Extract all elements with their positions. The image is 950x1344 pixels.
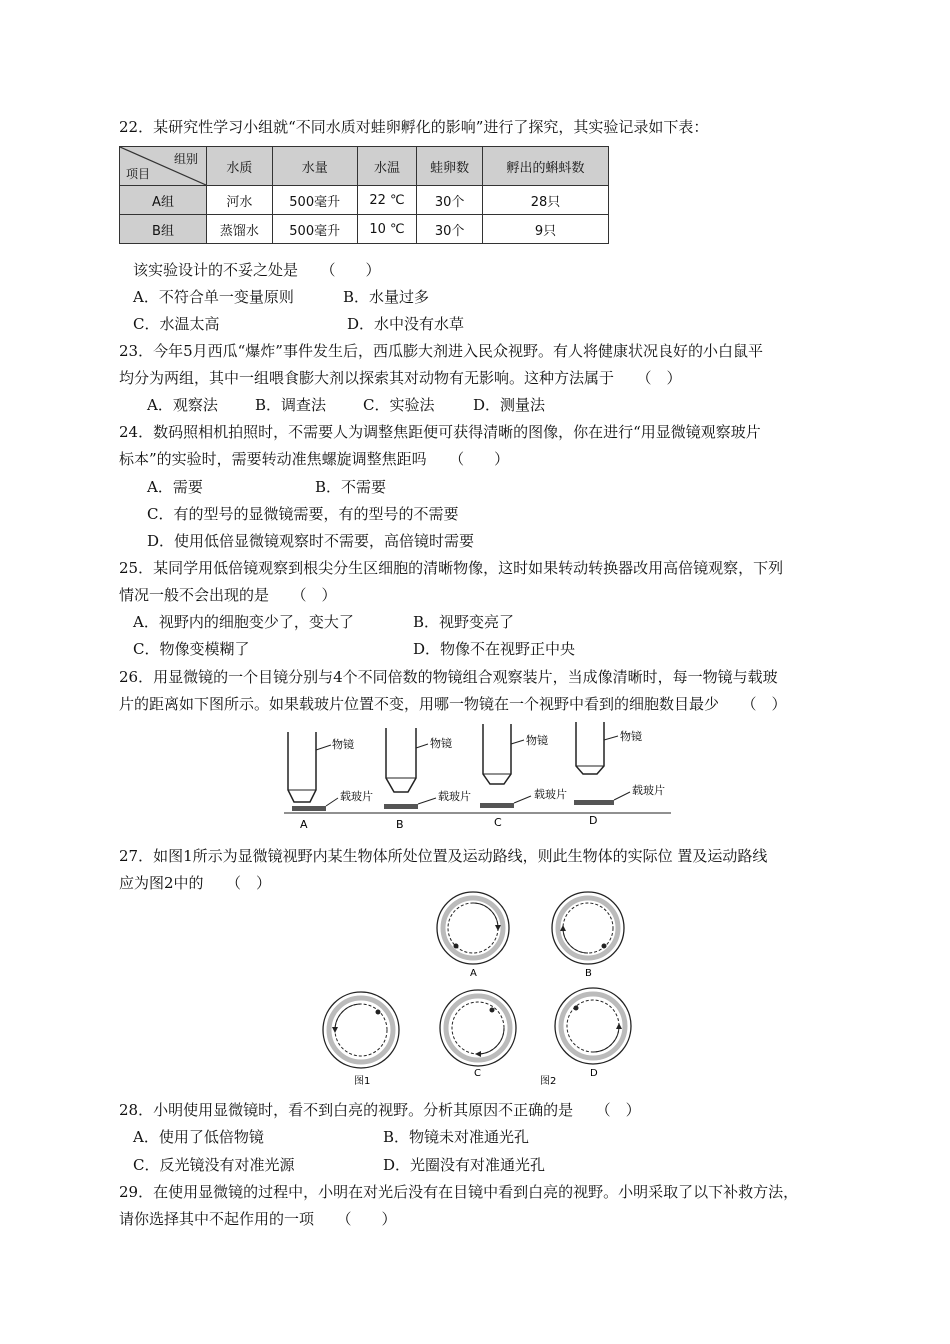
objective-b (384, 728, 436, 809)
microscope-field-figure (318, 880, 638, 1088)
q25-option-a: A．视野内的细胞变少了，变大了 (133, 613, 354, 631)
table-corner-cell (120, 147, 207, 186)
q22-option-b: B．水量过多 (343, 288, 430, 306)
q24-option-d: D．使用低倍显微镜观察时不需要，高倍镜时需要 (147, 532, 475, 550)
field-label-a: A (470, 968, 477, 979)
fig1-label: 图1 (354, 1076, 371, 1087)
table-header: 蛙卵数 (417, 147, 483, 186)
table-cell: 500毫升 (272, 186, 357, 215)
field-label-d: D (590, 1068, 598, 1079)
slide-label-c: 载玻片 (534, 788, 567, 801)
lens-a-icon (288, 732, 316, 802)
table-header: 孵出的蝌蚪数 (483, 147, 609, 186)
q24-line2: 标本”的实验时，需要转动准焦螺旋调整焦距吗 （ ） (119, 450, 510, 468)
table-cell: 10 ℃ (357, 215, 417, 244)
objective-label-b: 物镜 (430, 737, 452, 750)
q25-option-b: B．视野变亮了 (413, 613, 515, 631)
slide-label-a: 载玻片 (340, 790, 373, 803)
field-option-b (552, 892, 624, 964)
table-cell: 28只 (483, 186, 609, 215)
field-option-c (440, 990, 516, 1066)
lens-c-icon (483, 724, 511, 784)
row-label: A组 (120, 186, 207, 215)
q23-line1: 23．今年5月西瓜“爆炸”事件发生后，西瓜膨大剂进入民众视野。有人将健康状况良好的小白鼠平 (119, 342, 763, 360)
corner-bottom-label: 项目 (126, 167, 151, 181)
organism-d-icon (574, 1006, 579, 1011)
q28-option-a: A．使用了低倍物镜 (133, 1128, 264, 1146)
q24-option-b: B．不需要 (315, 478, 387, 496)
row-label: B组 (120, 215, 207, 244)
slide-c-icon (480, 803, 514, 808)
panel-label-c: C (494, 816, 502, 829)
table-cell: 30个 (417, 186, 483, 215)
q23-line2: 均分为两组，其中一组喂食膨大剂以探索其对动物有无影响。这种方法属于 （ ） (119, 369, 682, 387)
field-option-a (437, 892, 509, 964)
fig2-label: 图2 (540, 1076, 557, 1087)
q25-line2: 情况一般不会出现的是 （ ） (119, 586, 337, 604)
q26-line2: 片的距离如下图所示。如果载玻片位置不变，用哪一物镜在一个视野中看到的细胞数目最少 （ ） (119, 695, 787, 713)
field-label-b: B (585, 968, 592, 979)
q24-option-a: A．需要 (147, 478, 203, 496)
q25-option-d: D．物像不在视野正中央 (413, 640, 576, 658)
corner-top-label: 组别 (173, 152, 198, 166)
lens-b-icon (386, 728, 416, 792)
q28-option-b: B．物镜未对准通光孔 (383, 1128, 530, 1146)
figure-1-field (323, 992, 399, 1068)
q22-stem: 22．某研究性学习小组就“不同水质对蛙卵孵化的影响”进行了探究，其实验记录如下表： (119, 118, 709, 136)
organism-c-icon (490, 1008, 495, 1013)
table-cell: 500毫升 (272, 215, 357, 244)
panel-label-d: D (589, 814, 598, 827)
table-cell: 河水 (207, 186, 273, 215)
q23-option-d: D．测量法 (473, 396, 546, 414)
q22-question: 该实验设计的不妥之处是 （ ） (133, 261, 381, 279)
q28-option-d: D．光圈没有对准通光孔 (383, 1156, 546, 1174)
slide-label-d: 载玻片 (632, 784, 665, 797)
slide-label-b: 载玻片 (438, 790, 471, 803)
objective-a (288, 732, 338, 811)
objective-label-c: 物镜 (526, 734, 548, 747)
table-row (120, 186, 609, 215)
q27-line1: 27．如图1所示为显微镜视野内某生物体所处位置及运动路线，则此生物体的实际位 置及运动路线 (119, 847, 768, 865)
q24-option-c: C．有的型号的显微镜需要，有的型号的不需要 (147, 505, 459, 523)
table-row (120, 215, 609, 244)
slide-b-icon (384, 804, 418, 809)
q22-option-d: D．水中没有水草 (347, 315, 465, 333)
q27-line2: 应为图2中的 （ ） (119, 874, 272, 892)
table-cell: 9只 (483, 215, 609, 244)
q29-line2: 请你选择其中不起作用的一项 （ ） (119, 1210, 397, 1228)
q22-experiment-table (119, 146, 609, 244)
slide-d-icon (574, 800, 614, 805)
field-label-c: C (474, 1068, 481, 1079)
q22-option-c: C．水温太高 (133, 315, 220, 333)
field-option-d (555, 988, 631, 1064)
organism-a-icon (454, 944, 459, 949)
q25-line1: 25．某同学用低倍镜观察到根尖分生区细胞的清晰物像，这时如果转动转换器改用高倍镜观察，下列 (119, 559, 784, 577)
q23-option-b: B．调查法 (255, 396, 327, 414)
q26-line1: 26．用显微镜的一个目镜分别与4个不同倍数的物镜组合观察装片，当成像清晰时，每一物镜与载玻 (119, 668, 778, 686)
q23-option-a: A．观察法 (147, 396, 218, 414)
organism-fig1-icon (376, 1010, 381, 1015)
slide-a-icon (292, 806, 326, 811)
table-header: 水量 (272, 147, 357, 186)
table-cell: 蒸馏水 (207, 215, 273, 244)
objective-lens-figure (276, 720, 696, 832)
q29-line1: 29．在使用显微镜的过程中，小明在对光后没有在目镜中看到白亮的视野。小明采取了以下补救方法， (119, 1183, 799, 1201)
q25-option-c: C．物像变模糊了 (133, 640, 250, 658)
q28-stem: 28．小明使用显微镜时，看不到白亮的视野。分析其原因不正确的是 （ ） (119, 1101, 641, 1119)
organism-b-icon (602, 944, 607, 949)
table-header: 水质 (207, 147, 273, 186)
q28-option-c: C．反光镜没有对准光源 (133, 1156, 295, 1174)
panel-label-a: A (300, 818, 308, 831)
q24-line1: 24．数码照相机拍照时，不需要人为调整焦距便可获得清晰的图像，你在进行“用显微镜观察玻片 (119, 423, 761, 441)
panel-label-b: B (396, 818, 404, 831)
q22-option-a: A．不符合单一变量原则 (133, 288, 294, 306)
table-cell: 22 ℃ (357, 186, 417, 215)
objective-label-d: 物镜 (620, 730, 642, 743)
q23-option-c: C．实验法 (363, 396, 435, 414)
table-header: 水温 (357, 147, 417, 186)
table-cell: 30个 (417, 215, 483, 244)
objective-label-a: 物镜 (332, 738, 354, 751)
objective-c (480, 724, 531, 808)
